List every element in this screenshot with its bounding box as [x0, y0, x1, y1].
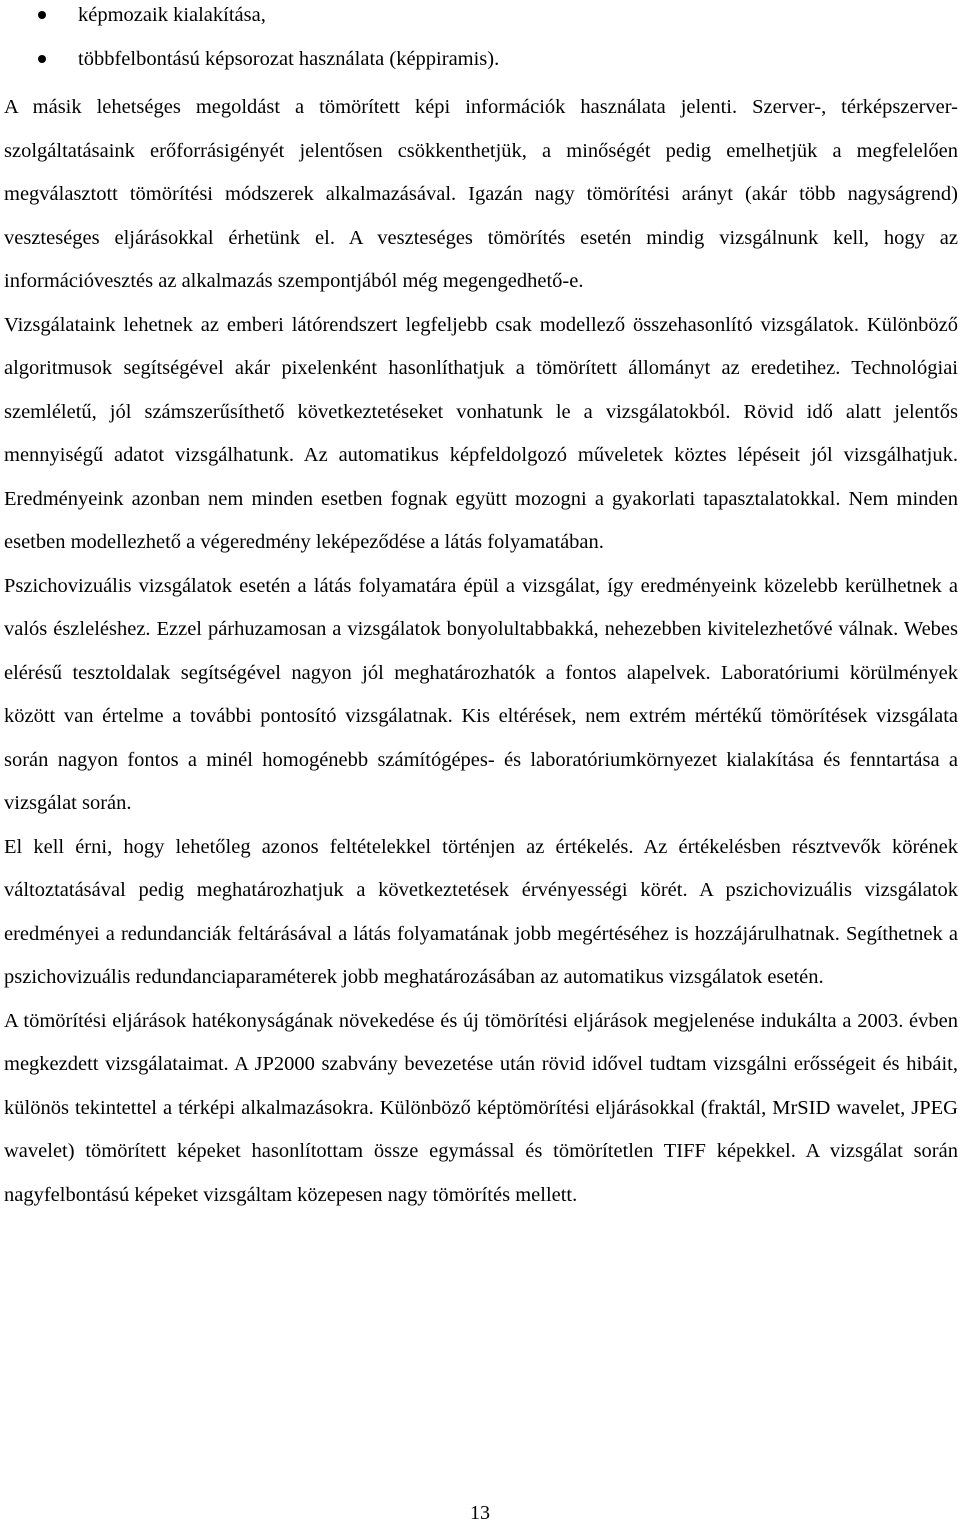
- body-text: [4, 86, 958, 1217]
- paragraph-evaluation-conditions: El kell érni, hogy lehetőleg azonos feltételekkel történjen az értékelés. Az értékelésben résztvevők körének változtatásával pedig meghatározhatjuk a következtetések érvényességi körét. A pszichovizuális vizsgálatok eredményei a redundanciák feltárásával a látás folyamatának jobb megértéséhez is hozzájárulhatnak. Segíthetnek a pszichovizuális redundanciaparaméterek jobb meghatározásában az automatikus vizsgálatok esetén.: [4, 835, 958, 988]
- bullet-text: többfelbontású képsorozat használata (képpiramis).: [78, 47, 500, 70]
- paragraph-comparative-tests: Vizsgálataink lehetnek az emberi látórendszert legfeljebb csak modellező összehasonlító vizsgálatok. Különböző algoritmusok segítségével akár pixelenként hasonlíthatjuk a tömörített állományt az eredetihez. Technológiai szemléletű, jól számszerűsíthető következtetéseket vonhatunk le a vizsgálatokból. Rövid idő alatt jelentős mennyiségű adatot vizsgálhatunk. Az automatikus képfeldolgozó műveletek köztes lépéseit jól vizsgálhatjuk. Eredményeink azonban nem minden esetben fognak együtt mozogni a gyakorlati tapasztalatokkal. Nem minden esetben modellezhető a végeredmény leképeződése a látás folyamatában.: [4, 313, 958, 553]
- bullet-item: [0, 0, 960, 44]
- paragraph-compression-intro: A másik lehetséges megoldást a tömörített képi információk használata jelenti. Szerver-, térképszerver-szolgáltatásaink erőforrásigényét jelentősen csökkenthetjük, a minőségét pedig emelhetjük a megfelelően megválasztott tömörítési módszerek alkalmazásával. Igazán nagy tömörítési arányt (akár több nagyságrend) veszteséges eljárásokkal érhetünk el. A veszteséges tömörítés esetén mindig vizsgálnunk kell, hogy az információvesztés az alkalmazás szempontjából még megengedhető-e.: [4, 96, 958, 292]
- bullet-icon: [38, 11, 46, 19]
- paragraph-own-research: A tömörítési eljárások hatékonyságának növekedése és új tömörítési eljárások megjelenése indukálta a 2003. évben megkezdett vizsgálataimat. A JP2000 szabvány bevezetése után rövid idővel tudtam vizsgálni erősségeit és hibáit, különös tekintettel a térképi alkalmazásokra. Különböző képtömörítési eljárásokkal (fraktál, MrSID wavelet, JPEG wavelet) tömörített képeket hasonlítottam össze egymással és tömörítetlen TIFF képekkel. A vizsgálat során nagyfelbontású képeket vizsgáltam közepesen nagy tömörítés mellett.: [4, 1009, 958, 1206]
- bullet-text: képmozaik kialakítása,: [78, 4, 266, 26]
- page-number: 13: [470, 1502, 490, 1524]
- paragraph-psychovisual-tests: Pszichovizuális vizsgálatok esetén a látás folyamatára épül a vizsgálat, így eredményeink közelebb kerülhetnek a valós észleléshez. Ezzel párhuzamosan a vizsgálatok bonyolultabbakká, nehezebben kivitelezhetővé válnak. Webes elérésű tesztoldalak segítségével nagyon jól meghatározhatók a fontos alapelvek. Laboratóriumi körülmények között van értelme a további pontosító vizsgálatnak. Kis eltérések, nem extrém mértékű tömörítések vizsgálata során nagyon fontos a minél homogénebb számítógépes- és laboratóriumkörnyezet kialakítása és fenntartása a vizsgálat során.: [4, 574, 958, 814]
- bullet-item: [0, 44, 960, 88]
- bullet-icon: [38, 55, 46, 63]
- bullet-list: [0, 0, 960, 87]
